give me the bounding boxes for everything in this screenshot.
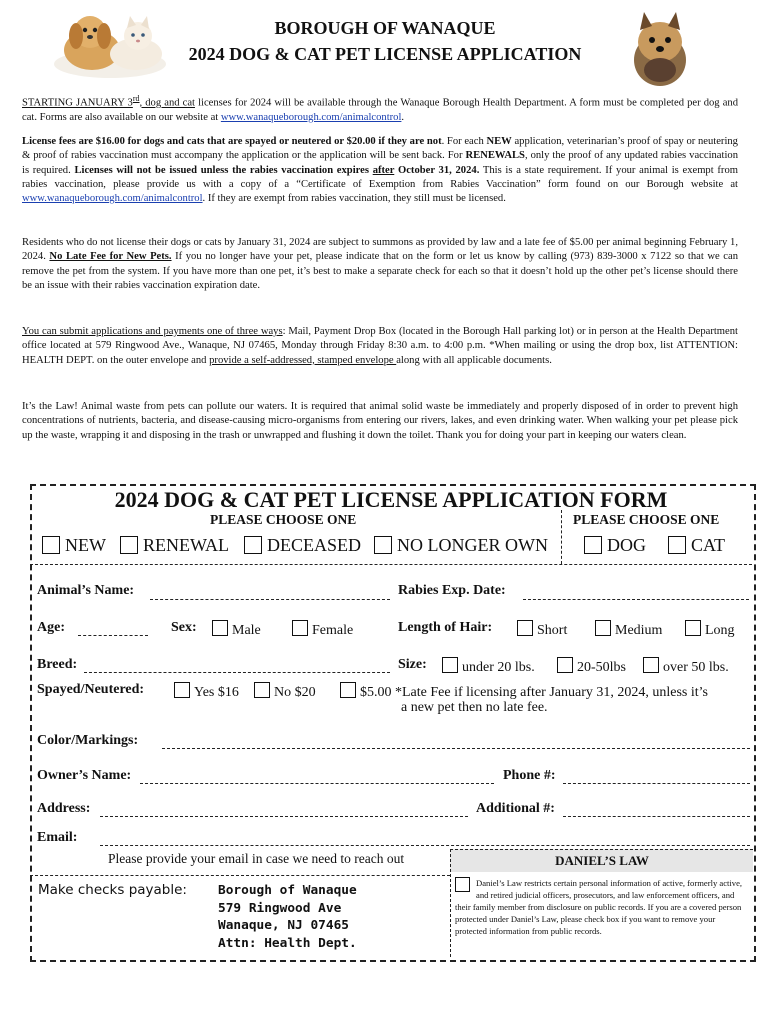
hair-long-checkbox[interactable]	[685, 620, 701, 636]
daniels-law-heading: DANIEL’S LAW	[450, 849, 753, 872]
animal-name-label: Animal’s Name:	[37, 583, 135, 598]
payee-address: Borough of Wanaque 579 Ringwood Ave Wanaque, NJ 07465 Attn: Health Dept.	[218, 883, 357, 951]
daniels-law-checkbox[interactable]	[455, 877, 470, 892]
type-cat-checkbox[interactable]	[668, 536, 686, 554]
sex-male-option[interactable]: Male	[212, 620, 261, 639]
spayed-neutered-label: Spayed/Neutered:	[37, 682, 145, 697]
website-link-2[interactable]: www.wanaqueborough.com/animalcontrol	[22, 193, 203, 205]
late-fee-option[interactable]: $5.00 *Late Fee if licensing after January 31, 2024, unless it’s	[340, 682, 708, 701]
size-under-20-checkbox[interactable]	[442, 657, 458, 673]
hair-short-checkbox[interactable]	[517, 620, 533, 636]
page-title-line2: 2024 DOG & CAT PET LICENSE APPLICATION	[188, 44, 582, 64]
form-title: 2024 DOG & CAT PET LICENSE APPLICATION FORM	[114, 487, 668, 512]
color-markings-label: Color/Markings:	[37, 733, 139, 748]
additional-phone-field[interactable]	[563, 816, 750, 817]
email-note: Please provide your email in case we need to reach out	[108, 851, 405, 866]
spayed-no-option[interactable]: No $20	[254, 682, 316, 701]
header-divider	[561, 510, 562, 564]
status-no-longer-own-option[interactable]: NO LONGER OWN	[374, 535, 548, 556]
status-new-checkbox[interactable]	[42, 536, 60, 554]
hair-long-option[interactable]: Long	[685, 620, 735, 639]
spayed-yes-checkbox[interactable]	[174, 682, 190, 698]
age-field[interactable]	[78, 635, 148, 636]
sex-male-checkbox[interactable]	[212, 620, 228, 636]
spayed-no-checkbox[interactable]	[254, 682, 270, 698]
status-deceased-option[interactable]: DECEASED	[244, 535, 361, 556]
choose-type-heading: PLEASE CHOOSE ONE	[573, 512, 720, 527]
animal-name-field[interactable]	[150, 599, 390, 600]
late-fee-note: a new pet then no late fee.	[401, 700, 548, 715]
intro-paragraph-2: License fees are $16.00 for dogs and cats that are spayed or neutered or $20.00 if they are not. For each NEW application, veterinarian’s proof of spay or neutering & proof of rabies vaccination must accompany the application or the application will be sent back. For RENEWALS, only the proof of any updated rabies vaccination is required. Licenses will not be issued unless the rabies vaccination expires after October 31, 2024. This is a state requirement. If your animal is exempt from rabies vaccination, please provide us with a copy of a “Certificate of Exemption from Rabies Vaccination” form found on our Borough website at www.wanaqueborough.com/animalcontrol. If they are exempt from rabies vaccination, they still must be licensed.	[22, 136, 738, 205]
page-title-line1: BOROUGH OF WANAQUE	[274, 18, 496, 38]
phone-field[interactable]	[563, 783, 750, 784]
size-under-20-option[interactable]: under 20 lbs.	[442, 657, 535, 676]
breed-field[interactable]	[84, 672, 390, 673]
hair-short-option[interactable]: Short	[517, 620, 567, 639]
type-dog-checkbox[interactable]	[584, 536, 602, 554]
sex-label: Sex:	[171, 620, 197, 635]
phone-label: Phone #:	[503, 768, 556, 783]
website-link-1[interactable]: www.wanaqueborough.com/animalcontrol	[220, 111, 402, 123]
size-over-50-option[interactable]: over 50 lbs.	[643, 657, 729, 676]
email-label: Email:	[37, 830, 78, 845]
intro-paragraph-1: STARTING JANUARY 3rd, dog and cat licenses for 2024 will be available through the Wanaque Borough Health Department. A form must be completed per dog and cat. Forms are also available on our website at www.wanaqueborough.com/animalcontrol.	[22, 94, 738, 123]
hair-medium-checkbox[interactable]	[595, 620, 611, 636]
size-over-50-checkbox[interactable]	[643, 657, 659, 673]
address-label: Address:	[37, 801, 91, 816]
status-no-longer-own-checkbox[interactable]	[374, 536, 392, 554]
rabies-exp-field[interactable]	[523, 599, 749, 600]
size-label: Size:	[398, 657, 427, 672]
type-dog-option[interactable]: DOG	[584, 535, 646, 556]
sex-female-checkbox[interactable]	[292, 620, 308, 636]
address-field[interactable]	[100, 816, 468, 817]
email-field[interactable]	[100, 845, 750, 846]
owner-name-label: Owner’s Name:	[37, 768, 132, 783]
intro-paragraph-5: It’s the Law! Animal waste from pets can pollute our waters. It is required that animal solid waste be immediately and properly disposed of in order to prevent high concentrations of nutrients, bacteria, and disease-causing micro-organisms from entering our rivers, lakes, and even drinking water. When walking your pet please pick up the waste, wrapping it and disposing in the trash or unwrapped and flushing it down the toilet. Thank you for doing your part in keeping our waters clean.	[22, 401, 738, 441]
header-separator	[30, 564, 752, 565]
intro-paragraph-3: Residents who do not license their dogs or cats by January 31, 2024 are subject to summons as provided by law and a late fee of $5.00 per animal beginning February 1, 2024. No Late Fee for New Pets. If you no longer have your pet, please indicate that on the form or let us know by calling (973) 839-3000 x 7122 so that we can remove the pet from the system. If you have more than one pet, it’s best to make a separate check for each so that it doesn’t hold up the other pet’s license should there be an issue with their rabies vaccination expiration date.	[22, 237, 739, 291]
sex-female-option[interactable]: Female	[292, 620, 353, 639]
spayed-yes-option[interactable]: Yes $16	[174, 682, 239, 701]
age-label: Age:	[37, 620, 65, 635]
make-checks-label: Make checks payable:	[38, 882, 187, 898]
intro-paragraph-4: You can submit applications and payments one of three ways: Mail, Payment Drop Box (located in the Borough Hall parking lot) or in person at the Health Department office located at 579 Ringwood Ave., Wanaque, NJ 07465, Monday through Friday 8:30 a.m. to 4:00 p.m. *When mailing or using the drop box, list ATTENTION: HEALTH DEPT. on the outer envelope and provide a self-addressed, stamped envelope along with all applicable documents.	[22, 326, 738, 366]
status-renewal-checkbox[interactable]	[120, 536, 138, 554]
size-20-50-option[interactable]: 20-50lbs	[557, 657, 626, 676]
owner-name-field[interactable]	[140, 783, 494, 784]
choose-status-heading: PLEASE CHOOSE ONE	[210, 512, 357, 527]
breed-label: Breed:	[37, 657, 78, 672]
status-renewal-option[interactable]: RENEWAL	[120, 535, 229, 556]
size-20-50-checkbox[interactable]	[557, 657, 573, 673]
rabies-exp-label: Rabies Exp. Date:	[398, 583, 506, 598]
hair-length-label: Length of Hair:	[398, 620, 493, 635]
daniels-law-text: Daniel’s Law restricts certain personal information of active, formerly active, and retired judicial officers, prosecutors, and law enforcement officers, and their family member from disclosure on public records. If you are a covered person protected under Daniel’s Law, please check box if you want to remove your protected information from public records.	[455, 878, 743, 936]
additional-phone-label: Additional #:	[476, 801, 555, 816]
status-deceased-checkbox[interactable]	[244, 536, 262, 554]
hair-medium-option[interactable]: Medium	[595, 620, 662, 639]
type-cat-option[interactable]: CAT	[668, 535, 725, 556]
color-markings-field[interactable]	[162, 748, 750, 749]
status-new-option[interactable]: NEW	[42, 535, 106, 556]
late-fee-checkbox[interactable]	[340, 682, 356, 698]
bottom-separator	[30, 875, 450, 876]
